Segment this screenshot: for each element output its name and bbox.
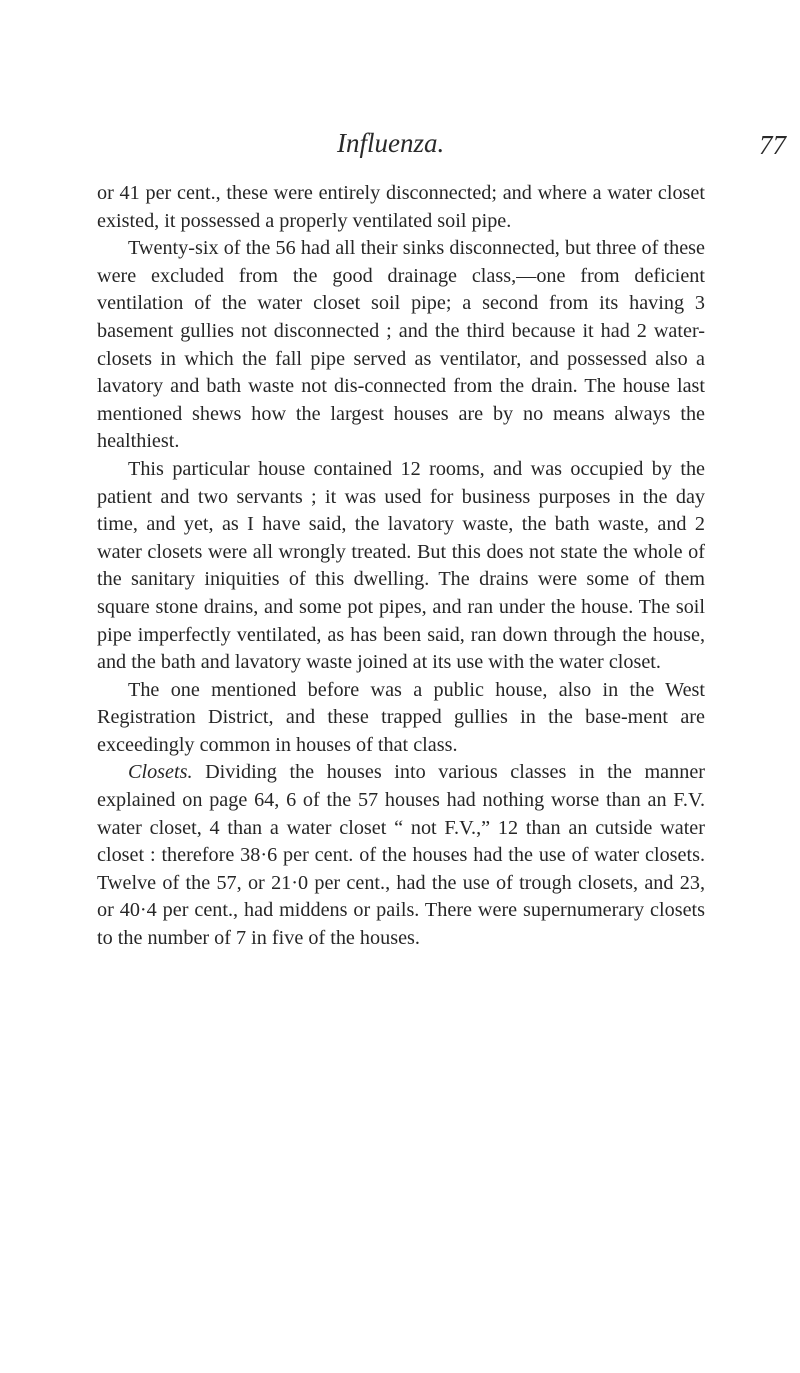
page-number: 77	[759, 130, 786, 160]
body-text	[97, 180, 705, 953]
side-heading: Closets.	[128, 761, 193, 784]
paragraph-text: Dividing the houses into various classes in the manner explained on page 64, 6 of the 57 houses had nothing worse than an F.V. water closet, 4 than a water closet “ not F.V.,” 12 than an cutside water closet : therefore 38·6 per cent. of the houses had the use of water closets. Twelve of the 57, or 21·0 per cent., had the use of trough closets, and 23, or 40·4 per cent., had middens or pails. There were supernumerary closets to the number of 7 in five of the houses.	[97, 761, 706, 950]
paragraph: This particular house contained 12 rooms, and was occupied by the patient and two servants ; it was used for business purposes in the day time, and yet, as I have said, the lavatory waste, the bath waste, and 2 water closets were all wrongly treated. But this does not state the whole of the sanitary iniquities of this dwelling. The drains were some of them square stone drains, and some pot pipes, and ran under the house. The soil pipe imperfectly ventilated, as has been said, ran down through the house, and the bath and lavatory waste joined at its use with the water closet.	[97, 457, 705, 674]
paragraph: The one mentioned before was a public house, also in the West Registration District, and these trapped gullies in the base-ment are exceedingly common in houses of that class.	[97, 678, 705, 756]
paragraph	[97, 759, 705, 952]
paragraph: Twenty-six of the 56 had all their sinks disconnected, but three of these were excluded from the good drainage class,—one from deficient ventilation of the water closet soil pipe; a second from its having 3 basement gullies not disconnected ; and the third because it had 2 water-closets in which the fall pipe served as ventilator, and possessed also a lavatory and bath waste not dis-connected from the drain. The house last mentioned shews how the largest houses are by no means always the healthiest.	[97, 237, 705, 453]
paragraph: or 41 per cent., these were entirely disconnected; and where a water closet existed, it possessed a properly ventilated soil pipe.	[97, 182, 705, 232]
running-title: Influenza.	[337, 128, 445, 158]
page-header	[0, 128, 800, 168]
